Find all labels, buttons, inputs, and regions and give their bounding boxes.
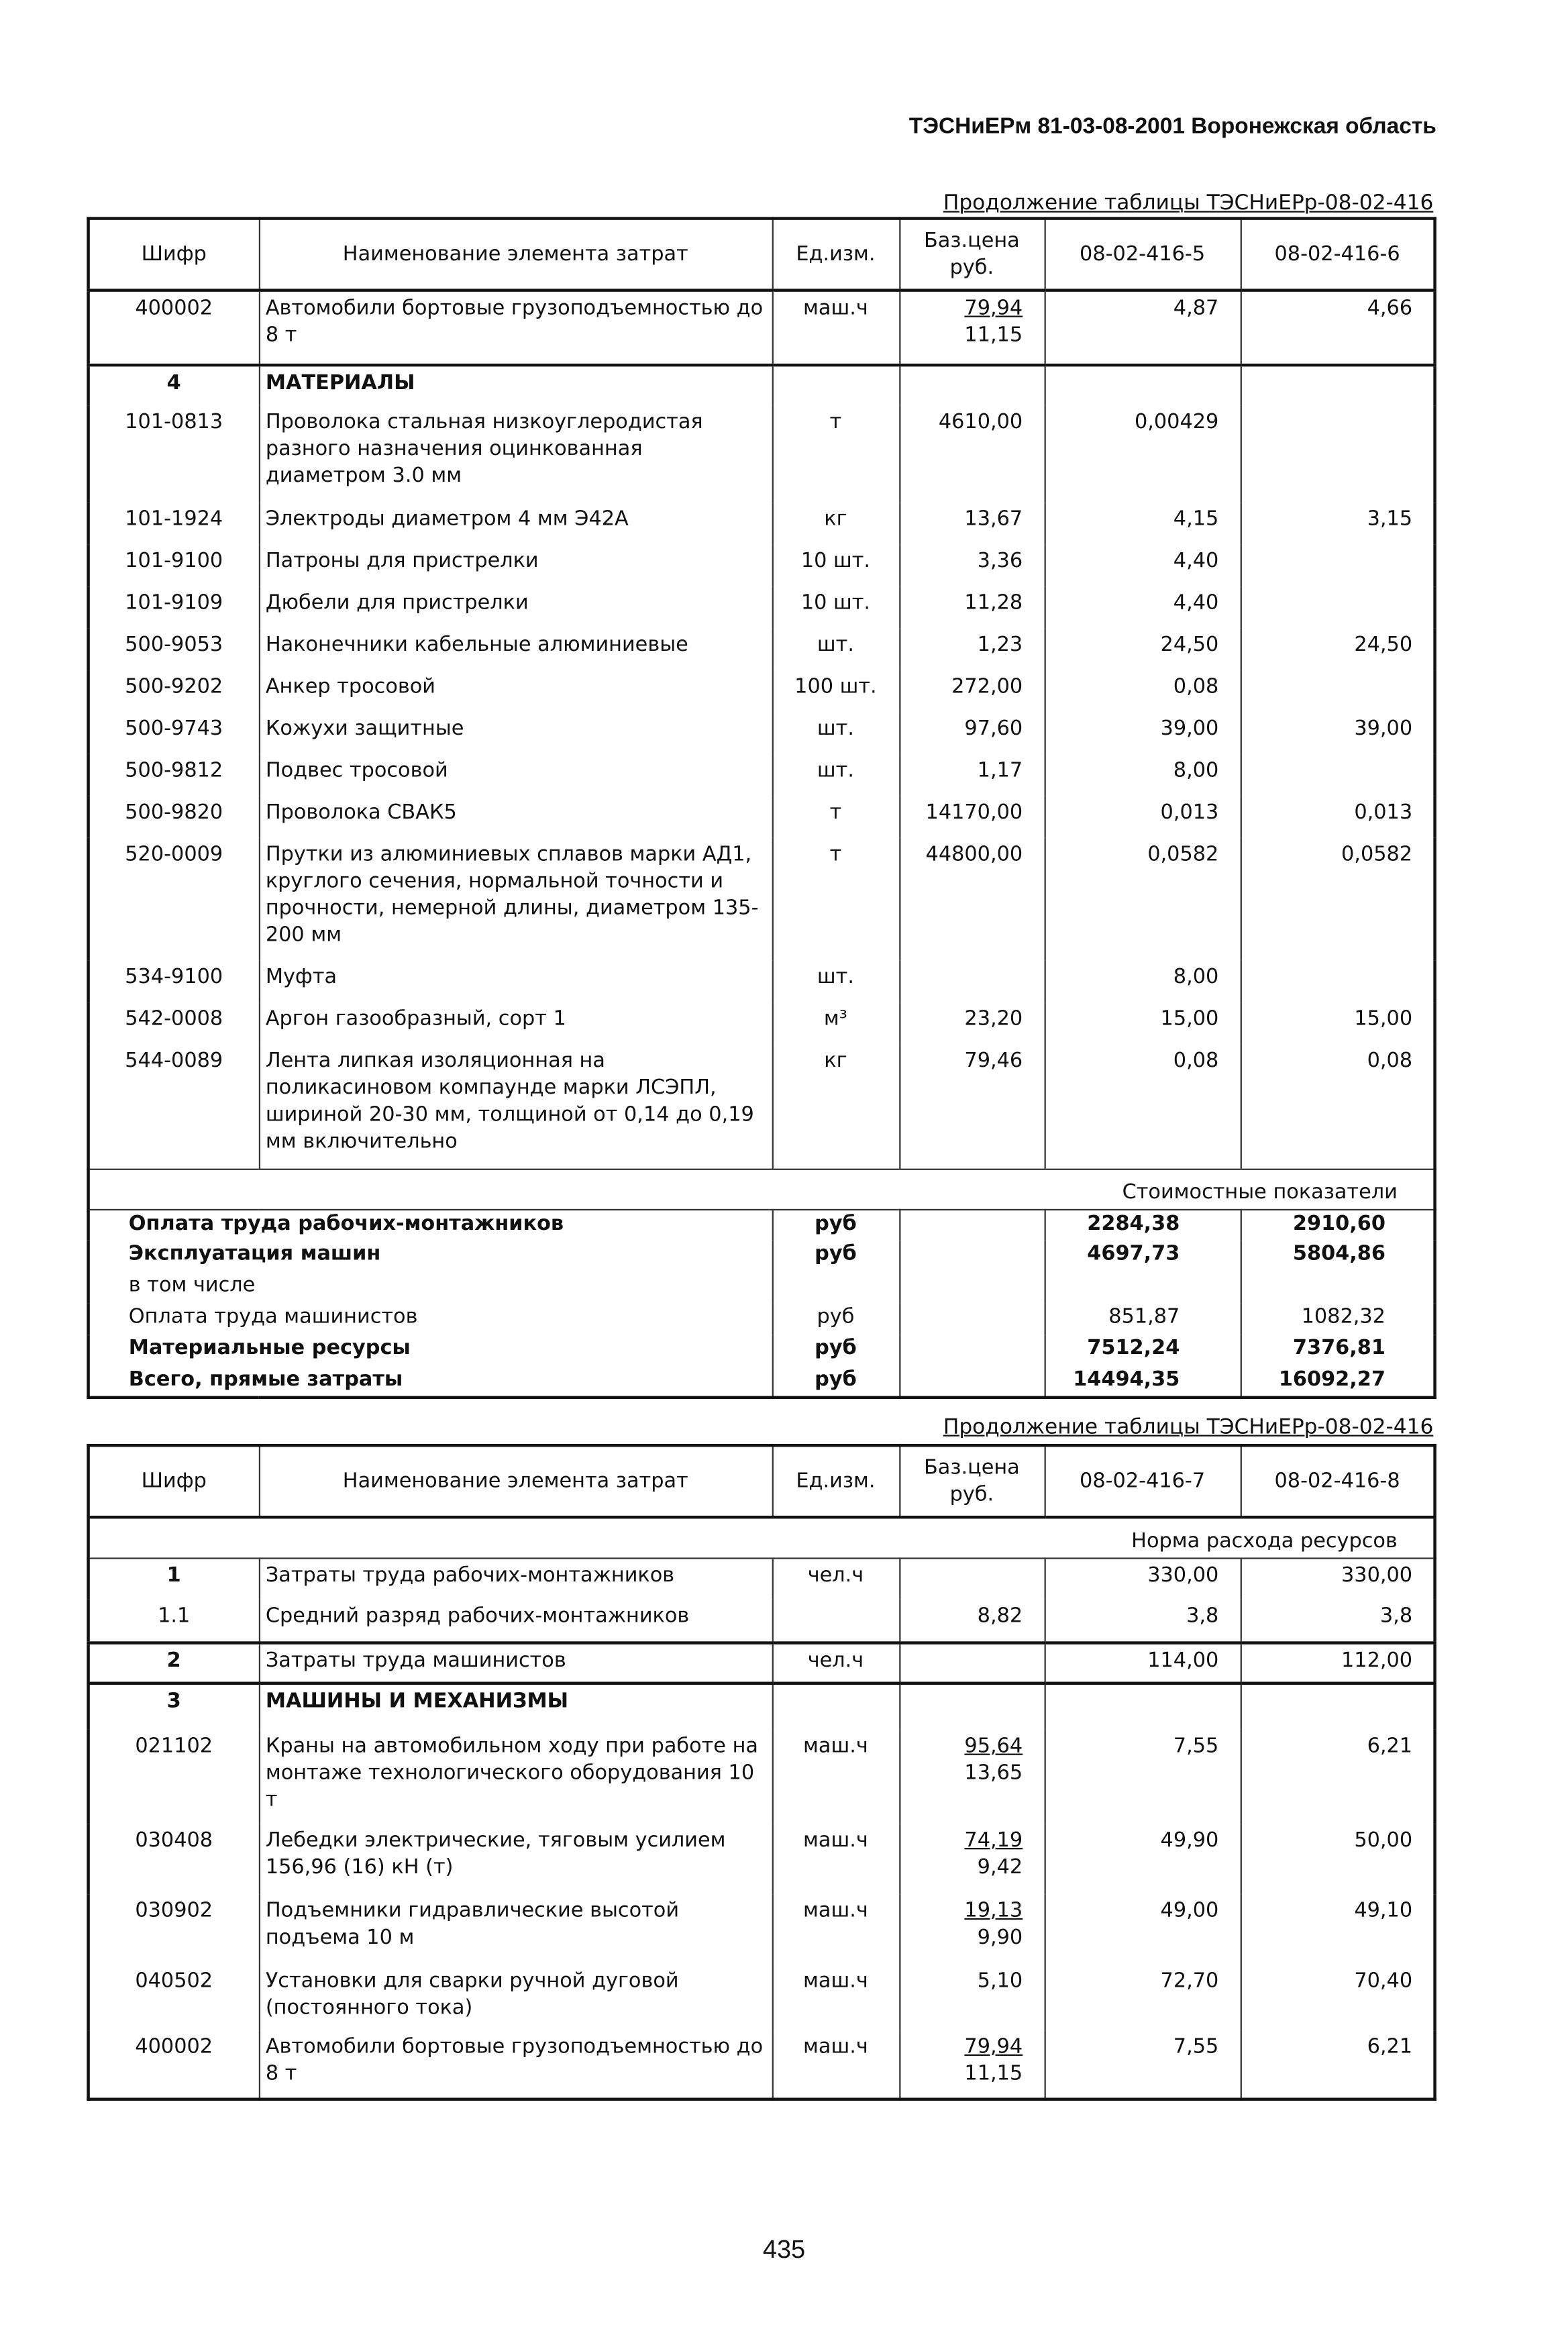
cell-code: 534-9100: [89, 961, 259, 1002]
total-unit: руб: [772, 1303, 900, 1335]
cell-name: Затраты труда машинистов: [259, 1643, 772, 1683]
cell-col6: [1241, 754, 1435, 796]
total-col6: [1241, 1272, 1435, 1304]
price-value: 272,00: [951, 674, 1023, 699]
cell-col5: 3,8: [1045, 1600, 1241, 1643]
header-col6: 08-02-416-8: [1241, 1445, 1435, 1517]
cell-unit: чел.ч: [772, 1643, 900, 1683]
cell-name: Затраты труда рабочих-монтажников: [259, 1557, 772, 1599]
header-price: Баз.цена руб.: [899, 219, 1044, 291]
table-row: [89, 670, 1435, 712]
total-price: [899, 1272, 1044, 1304]
cell-code: 1: [89, 1557, 259, 1599]
cell-price: [899, 712, 1044, 753]
table-row: [89, 545, 1435, 586]
total-name: Оплата труда рабочих-монтажников: [89, 1209, 772, 1241]
cell-unit: маш.ч: [772, 1894, 900, 1965]
price-value: 95,64: [964, 1734, 1023, 1759]
section-band-row: [89, 1517, 1435, 1557]
cell-price: [899, 365, 1044, 405]
cell-code: 500-9820: [89, 796, 259, 837]
cell-code: 400002: [89, 291, 259, 366]
price-value: 79,46: [964, 1049, 1023, 1073]
price-labor-value: 11,15: [964, 2061, 1023, 2086]
cell-col5: 0,013: [1045, 796, 1241, 837]
cell-col5: [1045, 365, 1241, 405]
section-band-label: Норма расхода ресурсов: [89, 1517, 1435, 1557]
price-labor-value: 9,90: [977, 1926, 1023, 1950]
cost-total-row: [89, 1366, 1435, 1398]
cell-name: Прутки из алюминиевых сплавов марки АД1, круглого сечения, нормальной точности и прочности, немерной длины, диаметром 135-200 мм: [259, 838, 772, 961]
cell-price: [899, 545, 1044, 586]
cell-price: [899, 629, 1044, 670]
total-col6: 7376,81: [1241, 1335, 1435, 1366]
cell-price: [899, 405, 1044, 503]
section-band-label: Стоимостные показатели: [89, 1169, 1435, 1209]
cell-name: МАШИНЫ И МЕХАНИЗМЫ: [259, 1683, 772, 1730]
total-price: [899, 1209, 1044, 1241]
cell-price: [899, 1824, 1044, 1894]
cell-price: [899, 838, 1044, 961]
total-unit: руб: [772, 1335, 900, 1366]
table-row: [89, 503, 1435, 544]
header-unit: Ед.изм.: [772, 219, 900, 291]
total-col6: 5804,86: [1241, 1241, 1435, 1272]
cost-total-row: [89, 1272, 1435, 1304]
cell-name: Анкер тросовой: [259, 670, 772, 712]
cell-code: 400002: [89, 2030, 259, 2099]
table-row: [89, 365, 1435, 405]
cell-code: 101-1924: [89, 503, 259, 544]
table-row: [89, 1643, 1435, 1683]
cell-unit: [772, 1683, 900, 1730]
cell-col5: 330,00: [1045, 1557, 1241, 1599]
cell-name: Наконечники кабельные алюминиевые: [259, 629, 772, 670]
cell-col6: 6,21: [1241, 1730, 1435, 1824]
table-row: [89, 2030, 1435, 2099]
cell-unit: 100 шт.: [772, 670, 900, 712]
cell-unit: маш.ч: [772, 2030, 900, 2099]
cell-code: 4: [89, 365, 259, 405]
header-col5: 08-02-416-5: [1045, 219, 1241, 291]
cell-unit: т: [772, 838, 900, 961]
total-col5: 4697,73: [1045, 1241, 1241, 1272]
cell-col5: 4,40: [1045, 545, 1241, 586]
total-unit: руб: [772, 1209, 900, 1241]
total-unit: [772, 1272, 900, 1304]
cell-col6: [1241, 405, 1435, 503]
cell-code: 101-0813: [89, 405, 259, 503]
cell-code: 101-9109: [89, 586, 259, 628]
cell-col5: 72,70: [1045, 1965, 1241, 2030]
cell-name: Автомобили бортовые грузоподъемностью до 8 т: [259, 2030, 772, 2099]
cell-unit: шт.: [772, 754, 900, 796]
cell-price: [899, 1894, 1044, 1965]
cell-col6: 6,21: [1241, 2030, 1435, 2099]
cell-name: Средний разряд рабочих-монтажников: [259, 1600, 772, 1643]
table-continuation-caption: Продолжение таблицы ТЭСНиЕРр-08-02-416: [943, 191, 1434, 216]
price-value: 79,94: [964, 296, 1023, 321]
cell-col6: 39,00: [1241, 712, 1435, 753]
cell-col6: 24,50: [1241, 629, 1435, 670]
cell-col6: [1241, 1683, 1435, 1730]
cell-unit: маш.ч: [772, 1965, 900, 2030]
total-unit: руб: [772, 1241, 900, 1272]
cell-price: [899, 754, 1044, 796]
price-value: 1,17: [977, 758, 1023, 783]
cell-unit: т: [772, 796, 900, 837]
table-row: [89, 1002, 1435, 1044]
cell-price: [899, 2030, 1044, 2099]
cell-col6: 70,40: [1241, 1965, 1435, 2030]
cell-name: Проволока СВАК5: [259, 796, 772, 837]
cell-code: 030902: [89, 1894, 259, 1965]
total-name: Всего, прямые затраты: [89, 1366, 772, 1398]
cell-price: [899, 796, 1044, 837]
cell-col6: 4,66: [1241, 291, 1435, 366]
page-number: 435: [762, 2235, 806, 2264]
table-row: [89, 1824, 1435, 1894]
cell-col5: 49,90: [1045, 1824, 1241, 1894]
cell-name: Установки для сварки ручной дуговой (постоянного тока): [259, 1965, 772, 2030]
table-row: [89, 1730, 1435, 1824]
cell-col6: [1241, 586, 1435, 628]
price-value: 4610,00: [938, 410, 1023, 434]
cell-code: 021102: [89, 1730, 259, 1824]
cell-col5: 24,50: [1045, 629, 1241, 670]
resource-table-1: [87, 217, 1436, 1399]
cell-name: Муфта: [259, 961, 772, 1002]
cell-col6: [1241, 545, 1435, 586]
cell-col6: [1241, 670, 1435, 712]
header-col5: 08-02-416-7: [1045, 1445, 1241, 1517]
cell-col5: 0,00429: [1045, 405, 1241, 503]
header-name: Наименование элемента затрат: [259, 219, 772, 291]
cell-name: Лебедки электрические, тяговым усилием 156,96 (16) кН (т): [259, 1824, 772, 1894]
table-row: [89, 754, 1435, 796]
price-value: 44800,00: [925, 842, 1023, 867]
cell-col5: 7,55: [1045, 2030, 1241, 2099]
cell-name: Автомобили бортовые грузоподъемностью до 8 т: [259, 291, 772, 366]
cell-unit: маш.ч: [772, 291, 900, 366]
price-value: 74,19: [964, 1828, 1023, 1853]
cell-col6: 49,10: [1241, 1894, 1435, 1965]
price-labor-value: 9,42: [977, 1855, 1023, 1879]
cost-total-row: [89, 1241, 1435, 1272]
price-value: 11,28: [964, 590, 1023, 615]
cell-col6: 0,013: [1241, 796, 1435, 837]
total-price: [899, 1241, 1044, 1272]
cell-price: [899, 961, 1044, 1002]
price-value: 97,60: [964, 717, 1023, 741]
cell-col6: [1241, 961, 1435, 1002]
total-unit: руб: [772, 1366, 900, 1398]
total-price: [899, 1303, 1044, 1335]
total-name: Эксплуатация машин: [89, 1241, 772, 1272]
total-price: [899, 1366, 1044, 1398]
table-header-row: [89, 219, 1435, 291]
table-row: [89, 1894, 1435, 1965]
table-row: [89, 1045, 1435, 1169]
table-row: [89, 838, 1435, 961]
table-row: [89, 586, 1435, 628]
cell-code: 2: [89, 1643, 259, 1683]
header-name: Наименование элемента затрат: [259, 1445, 772, 1517]
cell-price: [899, 1643, 1044, 1683]
cell-col6: 50,00: [1241, 1824, 1435, 1894]
cost-total-row: [89, 1209, 1435, 1241]
cell-unit: кг: [772, 503, 900, 544]
cell-col6: 330,00: [1241, 1557, 1435, 1599]
cell-unit: [772, 365, 900, 405]
header-code: Шифр: [89, 219, 259, 291]
cell-col6: 0,0582: [1241, 838, 1435, 961]
cell-col6: 3,15: [1241, 503, 1435, 544]
table-row: [89, 796, 1435, 837]
cell-col5: 0,08: [1045, 670, 1241, 712]
cell-name: Краны на автомобильном ходу при работе на монтаже технологического оборудования 10 т: [259, 1730, 772, 1824]
price-value: 5,10: [977, 1969, 1023, 1993]
cell-price: [899, 1730, 1044, 1824]
cell-name: Патроны для пристрелки: [259, 545, 772, 586]
cell-col5: 0,0582: [1045, 838, 1241, 961]
cell-name: Аргон газообразный, сорт 1: [259, 1002, 772, 1044]
cell-col6: [1241, 365, 1435, 405]
cell-code: 040502: [89, 1965, 259, 2030]
cell-col5: 15,00: [1045, 1002, 1241, 1044]
cell-name: Проволока стальная низкоуглеродистая разного назначения оцинкованная диаметром 3.0 мм: [259, 405, 772, 503]
cell-unit: шт.: [772, 629, 900, 670]
cell-code: 500-9812: [89, 754, 259, 796]
cell-col6: 0,08: [1241, 1045, 1435, 1169]
cell-name: Лента липкая изоляционная на поликасиновом компаунде марки ЛСЭПЛ, шириной 20-30 мм, толщиной от 0,14 до 0,19 мм включительно: [259, 1045, 772, 1169]
total-price: [899, 1335, 1044, 1366]
total-name: в том числе: [89, 1272, 772, 1304]
header-code: Шифр: [89, 1445, 259, 1517]
cell-unit: чел.ч: [772, 1557, 900, 1599]
total-col5: 14494,35: [1045, 1366, 1241, 1398]
cell-price: [899, 1002, 1044, 1044]
cell-code: 544-0089: [89, 1045, 259, 1169]
table-row: [89, 1683, 1435, 1730]
cell-name: Кожухи защитные: [259, 712, 772, 753]
cost-total-row: [89, 1335, 1435, 1366]
cell-col5: 39,00: [1045, 712, 1241, 753]
total-col5: 7512,24: [1045, 1335, 1241, 1366]
cost-total-row: [89, 1303, 1435, 1335]
price-value: 19,13: [964, 1898, 1023, 1923]
cell-col5: 8,00: [1045, 961, 1241, 1002]
table-row: [89, 712, 1435, 753]
cell-code: 1.1: [89, 1600, 259, 1643]
cell-col5: 4,87: [1045, 291, 1241, 366]
cell-unit: маш.ч: [772, 1824, 900, 1894]
price-labor-value: 11,15: [964, 323, 1023, 348]
table-continuation-caption: Продолжение таблицы ТЭСНиЕРр-08-02-416: [943, 1415, 1434, 1440]
cell-col6: 3,8: [1241, 1600, 1435, 1643]
cell-name: МАТЕРИАЛЫ: [259, 365, 772, 405]
cell-col5: 4,15: [1045, 503, 1241, 544]
cell-col5: 114,00: [1045, 1643, 1241, 1683]
total-col6: 1082,32: [1241, 1303, 1435, 1335]
cell-unit: т: [772, 405, 900, 503]
total-col5: 851,87: [1045, 1303, 1241, 1335]
total-col6: 2910,60: [1241, 1209, 1435, 1241]
cell-col5: [1045, 1683, 1241, 1730]
cell-col5: 7,55: [1045, 1730, 1241, 1824]
total-name: Материальные ресурсы: [89, 1335, 772, 1366]
table-row: [89, 1600, 1435, 1643]
resource-table-2: [87, 1444, 1436, 2101]
cell-code: 500-9053: [89, 629, 259, 670]
cell-name: Дюбели для пристрелки: [259, 586, 772, 628]
table-header-row: [89, 1445, 1435, 1517]
cell-unit: 10 шт.: [772, 545, 900, 586]
cell-code: 101-9100: [89, 545, 259, 586]
price-value: 3,36: [977, 549, 1023, 574]
cell-price: [899, 1965, 1044, 2030]
cell-unit: 10 шт.: [772, 586, 900, 628]
cell-name: Подвес тросовой: [259, 754, 772, 796]
cell-price: [899, 1557, 1044, 1599]
price-value: 23,20: [964, 1006, 1023, 1031]
total-col5: [1045, 1272, 1241, 1304]
cell-name: Электроды диаметром 4 мм Э42А: [259, 503, 772, 544]
price-value: 79,94: [964, 2034, 1023, 2059]
header-col6: 08-02-416-6: [1241, 219, 1435, 291]
table-row: [89, 405, 1435, 503]
cell-unit: кг: [772, 1045, 900, 1169]
total-name: Оплата труда машинистов: [89, 1303, 772, 1335]
cell-unit: шт.: [772, 712, 900, 753]
cell-code: 500-9743: [89, 712, 259, 753]
price-value: 14170,00: [925, 800, 1023, 825]
section-band-row: [89, 1169, 1435, 1209]
total-col6: 16092,27: [1241, 1366, 1435, 1398]
cell-price: [899, 1045, 1044, 1169]
header-price: Баз.цена руб.: [899, 1445, 1044, 1517]
cell-code: 3: [89, 1683, 259, 1730]
cell-price: [899, 586, 1044, 628]
header-unit: Ед.изм.: [772, 1445, 900, 1517]
cell-col5: 4,40: [1045, 586, 1241, 628]
cell-code: 542-0008: [89, 1002, 259, 1044]
cell-col6: 112,00: [1241, 1643, 1435, 1683]
cell-unit: м³: [772, 1002, 900, 1044]
cell-col6: 15,00: [1241, 1002, 1435, 1044]
cell-price: [899, 503, 1044, 544]
total-col5: 2284,38: [1045, 1209, 1241, 1241]
document-header: ТЭСНиЕРм 81-03-08-2001 Воронежская область: [908, 113, 1436, 140]
cell-price: [899, 291, 1044, 366]
table-row: [89, 1965, 1435, 2030]
cell-name: Подъемники гидравлические высотой подъема 10 м: [259, 1894, 772, 1965]
table-row: [89, 291, 1435, 366]
cell-col5: 49,00: [1045, 1894, 1241, 1965]
table-row: [89, 1557, 1435, 1599]
cell-code: 030408: [89, 1824, 259, 1894]
cell-unit: шт.: [772, 961, 900, 1002]
price-labor-value: 13,65: [964, 1761, 1023, 1785]
cell-price: [899, 670, 1044, 712]
cell-code: 520-0009: [89, 838, 259, 961]
cell-price: [899, 1600, 1044, 1643]
price-value: 1,23: [977, 633, 1023, 657]
cell-price: [899, 1683, 1044, 1730]
cell-unit: [772, 1600, 900, 1643]
price-value: 13,67: [964, 507, 1023, 531]
table-row: [89, 961, 1435, 1002]
cell-code: 500-9202: [89, 670, 259, 712]
cell-col5: 0,08: [1045, 1045, 1241, 1169]
cell-col5: 8,00: [1045, 754, 1241, 796]
price-value: 8,82: [977, 1604, 1023, 1628]
cell-unit: маш.ч: [772, 1730, 900, 1824]
table-row: [89, 629, 1435, 670]
